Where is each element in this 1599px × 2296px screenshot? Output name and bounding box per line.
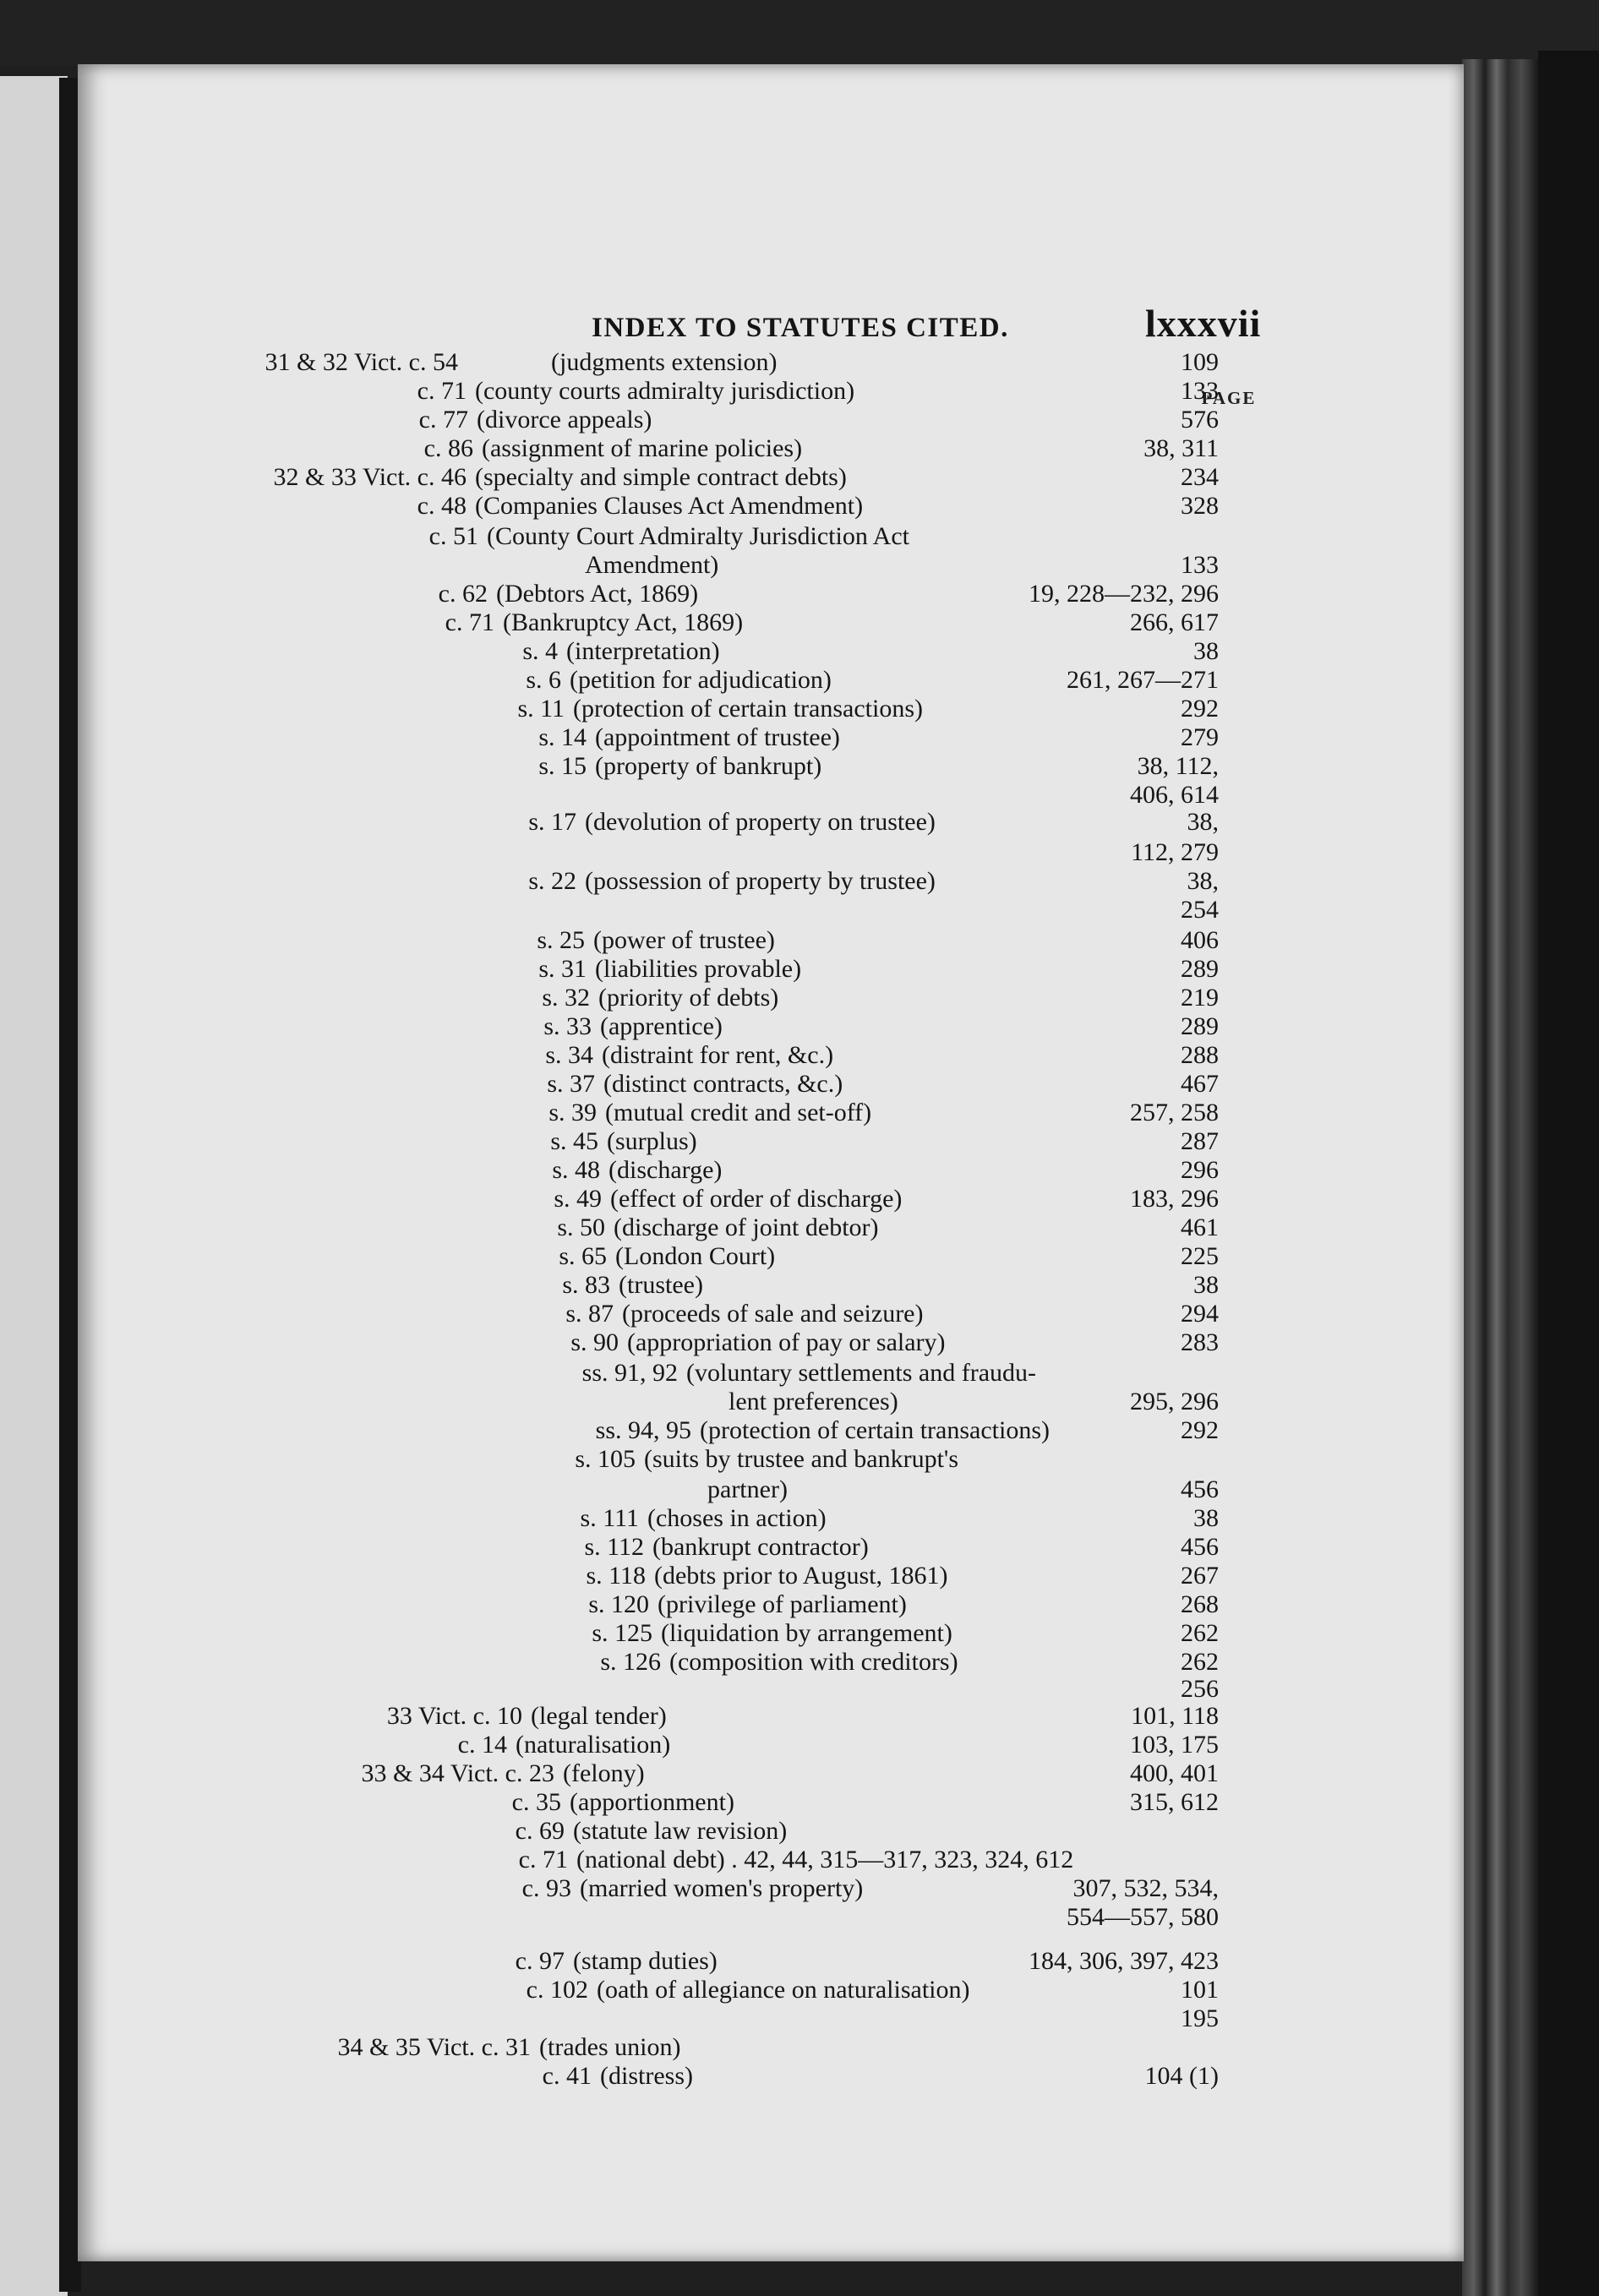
entry-description: (debts prior to August, 1861)	[654, 1562, 948, 1590]
statute-citation: 31 & 32 Vict. c. 54	[265, 348, 458, 376]
index-entry	[78, 1012, 1430, 1041]
statute-citation: s. 39	[548, 1099, 597, 1126]
index-entry	[78, 867, 1430, 896]
page-reference: 101, 118	[1131, 1702, 1219, 1730]
statute-citation: s. 120	[588, 1590, 649, 1618]
index-entry	[78, 348, 1430, 377]
entry-description: (stamp duties)	[573, 1947, 718, 1975]
index-entry	[78, 1702, 1430, 1731]
page-reference: 19, 228—232, 296	[1029, 580, 1219, 608]
index-entry	[78, 1533, 1430, 1562]
entry-description: (protection of certain transactions)	[700, 1416, 1050, 1444]
statute-citation: s. 6	[526, 666, 561, 694]
statute-citation: s. 4	[522, 637, 558, 665]
page-reference: 279	[1181, 723, 1219, 751]
statute-citation: c. 48	[417, 492, 467, 520]
statute-citation: s. 111	[580, 1504, 639, 1532]
index-entry	[78, 637, 1430, 666]
index-entry	[78, 1675, 1430, 1704]
page-reference: 101	[1181, 1976, 1219, 2004]
entry-description: (privilege of parliament)	[658, 1590, 907, 1618]
statute-citation: c. 62	[438, 580, 488, 608]
page-reference: 103, 175	[1130, 1731, 1219, 1759]
scanner-top-margin	[0, 0, 1599, 66]
statute-citation: s. 90	[570, 1328, 619, 1356]
statute-citation: c. 71	[518, 1846, 568, 1873]
page-reference: 262	[1181, 1619, 1219, 1647]
index-entry	[78, 1504, 1430, 1533]
entry-description: (voluntary settlements and fraudu-	[686, 1359, 1037, 1387]
page-reference: 38	[1193, 637, 1219, 665]
index-entry	[78, 1903, 1430, 1932]
page-reference: 456	[1181, 1533, 1219, 1561]
index-entry	[78, 1874, 1430, 1903]
index-entry	[78, 2033, 1430, 2062]
page-reference: 256	[1181, 1675, 1219, 1703]
page-reference: 296	[1181, 1156, 1219, 1184]
index-entry	[78, 1445, 1430, 1474]
statute-citation: s. 32	[542, 984, 590, 1012]
page-reference: 461	[1181, 1213, 1219, 1241]
entry-description: (liabilities provable)	[595, 955, 802, 983]
folio-number: lxxxvii	[1145, 302, 1262, 345]
index-entry	[78, 463, 1430, 492]
page-reference: 283	[1181, 1328, 1219, 1356]
statute-citation: c. 77	[418, 406, 468, 434]
entry-description: (composition with creditors)	[669, 1648, 958, 1676]
statute-citation: s. 22	[528, 867, 576, 895]
index-entry	[78, 695, 1430, 723]
page-reference: 294	[1181, 1300, 1219, 1328]
index-entry	[78, 838, 1430, 867]
entry-description: (interpretation)	[566, 637, 720, 665]
index-entry	[78, 1099, 1430, 1127]
index-entry	[78, 377, 1430, 406]
index-entry	[78, 1156, 1430, 1185]
page-reference: 456	[1181, 1475, 1219, 1503]
entry-description: (felony)	[563, 1759, 645, 1787]
statute-citation: s. 83	[562, 1271, 610, 1299]
entry-description: (divorce appeals)	[477, 406, 652, 434]
entry-description: (bankrupt contractor)	[652, 1533, 869, 1561]
page-reference: 554—557, 580	[1067, 1903, 1219, 1931]
index-entry	[78, 2004, 1430, 2033]
index-entry	[78, 1788, 1430, 1817]
index-entry	[78, 926, 1430, 955]
entry-description: (national debt) . 42, 44, 315—317, 323, 324, 612	[576, 1846, 1074, 1873]
statute-citation: ss. 94, 95	[595, 1416, 691, 1444]
statute-citation: s. 17	[528, 808, 576, 836]
page-reference: 289	[1181, 1012, 1219, 1040]
page-reference: 315, 612	[1130, 1788, 1219, 1816]
statute-citation: s. 125	[592, 1619, 652, 1647]
index-entry	[78, 1475, 1430, 1504]
page-reference: 328	[1181, 492, 1219, 520]
statute-citation: s. 49	[554, 1185, 602, 1213]
page-reference: 38	[1193, 1504, 1219, 1532]
page-reference: 295, 296	[1130, 1388, 1219, 1415]
statute-citation: 34 & 35 Vict. c. 31	[337, 2033, 531, 2061]
entry-description: (proceeds of sale and seizure)	[622, 1300, 924, 1328]
entry-description: (surplus)	[607, 1127, 697, 1155]
page-reference: 292	[1181, 1416, 1219, 1444]
entry-description: (Companies Clauses Act Amendment)	[475, 492, 864, 520]
entry-description: (appropriation of pay or salary)	[627, 1328, 946, 1356]
entry-description: (distinct contracts, &c.)	[603, 1070, 843, 1098]
entry-description: (judgments extension)	[551, 348, 778, 376]
page-reference: 287	[1181, 1127, 1219, 1155]
page-reference: 576	[1181, 406, 1219, 434]
statute-citation: c. 71	[417, 377, 467, 405]
index-entry	[78, 1817, 1430, 1846]
page-reference: 268	[1181, 1590, 1219, 1618]
entry-description: (choses in action)	[647, 1504, 827, 1532]
entry-description: (assignment of marine policies)	[482, 434, 803, 462]
statute-citation: s. 126	[600, 1648, 661, 1676]
page-reference: 234	[1181, 463, 1219, 491]
index-entry	[78, 1619, 1430, 1648]
statute-citation: 33 Vict. c. 10	[386, 1702, 522, 1730]
statute-citation: c. 41	[542, 2062, 592, 2090]
entry-description: (County Court Admiralty Jurisdiction Act	[487, 522, 909, 550]
statute-citation: c. 97	[515, 1947, 565, 1975]
statute-citation: s. 14	[538, 723, 587, 751]
index-entry	[78, 580, 1430, 608]
page-reference: 109	[1181, 348, 1219, 376]
index-entries	[78, 64, 1430, 2177]
statute-citation: s. 31	[538, 955, 587, 983]
page-reference: 112, 279	[1131, 838, 1219, 866]
index-entry	[78, 608, 1430, 637]
page-reference: 184, 306, 397, 423	[1029, 1947, 1219, 1975]
page-reference: 262	[1181, 1648, 1219, 1676]
entry-description: (apportionment)	[570, 1788, 734, 1816]
index-entry	[78, 1359, 1430, 1388]
page-reference: 219	[1181, 984, 1219, 1012]
page-reference: 38, 311	[1143, 434, 1219, 462]
entry-description: (trades union)	[539, 2033, 681, 2061]
page-reference: 254	[1181, 896, 1219, 924]
statute-citation: c. 71	[445, 608, 494, 636]
index-entry	[78, 1947, 1430, 1976]
statute-citation: c. 69	[515, 1817, 565, 1845]
page-reference: 288	[1181, 1041, 1219, 1069]
page-reference: 38	[1193, 1271, 1219, 1299]
index-entry	[78, 1185, 1430, 1213]
statute-citation: s. 34	[545, 1041, 593, 1069]
statute-citation: c. 86	[423, 434, 473, 462]
index-entry	[78, 1271, 1430, 1300]
page-reference: 133	[1181, 377, 1219, 405]
entry-description: (apprentice)	[600, 1012, 723, 1040]
entry-description: (trustee)	[619, 1271, 703, 1299]
page-reference: 183, 296	[1130, 1185, 1219, 1213]
index-entry	[78, 1846, 1430, 1874]
page-reference: 292	[1181, 695, 1219, 723]
entry-description: (statute law revision)	[573, 1817, 788, 1845]
index-entry	[78, 808, 1430, 837]
page-reference: 38,	[1187, 808, 1219, 836]
index-entry	[78, 984, 1430, 1012]
index-entry	[78, 1976, 1430, 2004]
statute-citation: c. 35	[511, 1788, 561, 1816]
index-entry	[78, 1127, 1430, 1156]
page-reference: 307, 532, 534,	[1072, 1874, 1219, 1902]
entry-description: (mutual credit and set-off)	[605, 1099, 872, 1126]
entry-description: (legal tender)	[531, 1702, 667, 1730]
book-cover-edge	[1538, 51, 1599, 2296]
index-entry	[78, 666, 1430, 695]
index-entry	[78, 1213, 1430, 1242]
entry-description: (priority of debts)	[598, 984, 779, 1012]
page-reference: 267	[1181, 1562, 1219, 1590]
index-entry	[78, 1562, 1430, 1590]
statute-citation: s. 112	[584, 1533, 644, 1561]
page-reference: 400, 401	[1130, 1759, 1219, 1787]
entry-description: (protection of certain transactions)	[573, 695, 923, 723]
entry-description: (Debtors Act, 1869)	[496, 580, 699, 608]
entry-description: (discharge)	[608, 1156, 723, 1184]
index-entry	[78, 2062, 1430, 2091]
entry-description: (suits by trustee and bankrupt's	[644, 1445, 959, 1473]
page-reference: 406	[1181, 926, 1219, 954]
index-entry	[78, 434, 1430, 463]
statute-citation: s. 105	[575, 1445, 636, 1473]
entry-description: (devolution of property on trustee)	[585, 808, 936, 836]
index-entry	[78, 1041, 1430, 1070]
index-entry	[78, 781, 1430, 810]
index-entry	[78, 1242, 1430, 1271]
entry-description: (discharge of joint debtor)	[614, 1213, 879, 1241]
page-reference: 257, 258	[1130, 1099, 1219, 1126]
entry-description: lent preferences)	[729, 1388, 898, 1415]
index-entry	[78, 522, 1430, 551]
index-entry	[78, 1388, 1430, 1416]
index-entry	[78, 1300, 1430, 1328]
index-entry	[78, 1590, 1430, 1619]
entry-description: (property of bankrupt)	[595, 752, 822, 780]
entry-description: (liquidation by arrangement)	[661, 1619, 952, 1647]
index-entry	[78, 1328, 1430, 1357]
statute-citation: c. 102	[526, 1976, 588, 2004]
statute-citation: s. 11	[517, 695, 565, 723]
statute-citation: s. 87	[565, 1300, 614, 1328]
entry-description: (oath of allegiance on naturalisation)	[597, 1976, 970, 2004]
entry-description: partner)	[707, 1475, 788, 1503]
statute-citation: s. 37	[547, 1070, 595, 1098]
index-entry	[78, 752, 1430, 781]
entry-description: Amendment)	[585, 551, 719, 579]
page-reference: 467	[1181, 1070, 1219, 1098]
page-reference: 38, 112,	[1137, 752, 1219, 780]
page-reference: 406, 614	[1130, 781, 1219, 809]
page-reference: 104 (1)	[1144, 2062, 1219, 2090]
entry-description: (effect of order of discharge)	[610, 1185, 903, 1213]
entry-description: (distress)	[600, 2062, 693, 2090]
index-entry	[78, 1070, 1430, 1099]
index-entry	[78, 896, 1430, 924]
page-reference: 261, 267—271	[1067, 666, 1219, 694]
page-column-label: PAGE	[1201, 388, 1257, 408]
statute-citation: s. 33	[543, 1012, 592, 1040]
entry-description: (Bankruptcy Act, 1869)	[503, 608, 744, 636]
entry-description: (petition for adjudication)	[570, 666, 832, 694]
entry-description: (London Court)	[615, 1242, 776, 1270]
page-reference: 133	[1181, 551, 1219, 579]
index-entry	[78, 1648, 1430, 1677]
page-reference: 266, 617	[1130, 608, 1219, 636]
page-reference: 38,	[1187, 867, 1219, 895]
book-binding-edge	[1462, 59, 1538, 2296]
statute-citation: s. 15	[538, 752, 587, 780]
statute-citation: c. 14	[457, 1731, 507, 1759]
page-reference: 195	[1181, 2004, 1219, 2032]
index-entry	[78, 723, 1430, 752]
index-entry	[78, 1731, 1430, 1759]
entry-description: (married women's property)	[580, 1874, 864, 1902]
page-title: INDEX TO STATUTES CITED.	[592, 313, 1009, 343]
entry-description: (naturalisation)	[516, 1731, 671, 1759]
index-entry	[78, 1416, 1430, 1445]
statute-citation: s. 45	[550, 1127, 598, 1155]
page-reference: 289	[1181, 955, 1219, 983]
entry-description: (appointment of trustee)	[595, 723, 840, 751]
statute-citation: c. 51	[428, 522, 478, 550]
entry-description: (distraint for rent, &c.)	[602, 1041, 834, 1069]
index-entry	[78, 406, 1430, 434]
statute-citation: s. 48	[552, 1156, 600, 1184]
statute-citation: s. 65	[559, 1242, 607, 1270]
entry-description: (specialty and simple contract debts)	[475, 463, 847, 491]
statute-citation: c. 93	[521, 1874, 571, 1902]
statute-citation: ss. 91, 92	[581, 1359, 678, 1387]
statute-citation: 33 & 34 Vict. c. 23	[361, 1759, 554, 1787]
entry-description: (power of trustee)	[593, 926, 775, 954]
statute-citation: s. 25	[537, 926, 585, 954]
entry-description: (county courts admiralty jurisdiction)	[475, 377, 855, 405]
index-entry	[78, 551, 1430, 580]
book-page	[78, 64, 1464, 2261]
statute-citation: s. 50	[557, 1213, 605, 1241]
previous-page-strip	[0, 76, 68, 2296]
index-entry	[78, 955, 1430, 984]
index-entry	[78, 1759, 1430, 1788]
statute-citation: 32 & 33 Vict. c. 46	[273, 463, 467, 491]
entry-description: (possession of property by trustee)	[585, 867, 936, 895]
statute-citation: s. 118	[586, 1562, 646, 1590]
index-entry	[78, 492, 1430, 521]
page-reference: 225	[1181, 1242, 1219, 1270]
